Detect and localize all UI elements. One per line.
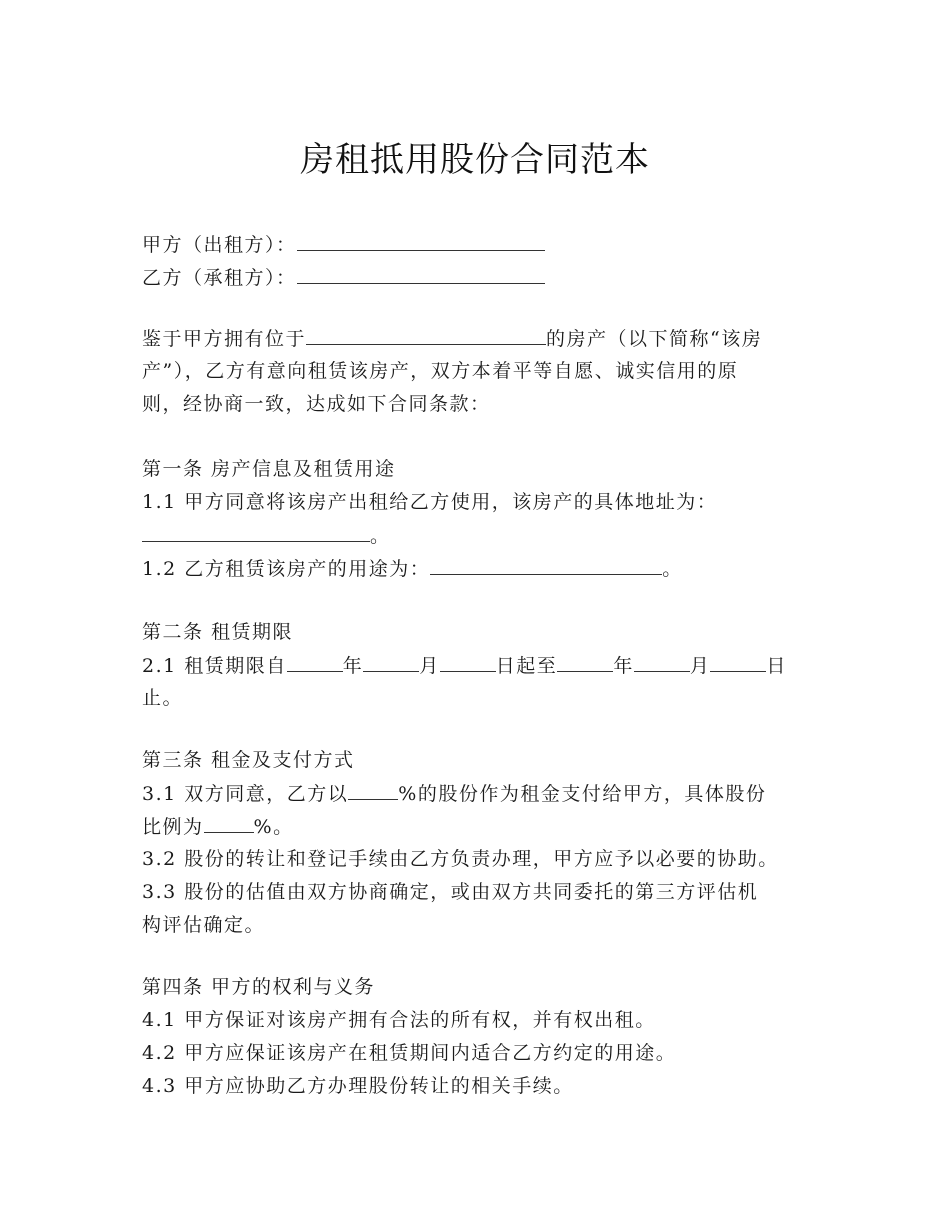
clause-1-2 [142,552,842,585]
preamble-line-3: 则，经协商一致，达成如下合同条款： [142,393,491,415]
article-2 [142,616,842,715]
start-month-blank[interactable] [363,649,419,672]
address-blank[interactable] [142,519,370,542]
share-percent-blank[interactable] [348,777,398,800]
unit-month: 月 [419,655,440,677]
clause-2-1-cont: 止。 [142,687,184,709]
clause-text: 比例为 [142,816,204,838]
share-ratio-blank[interactable] [204,810,254,833]
article-1-heading: 第一条 房产信息及租赁用途 [142,458,396,480]
clause-4-1: 4.1 甲方保证对该房产拥有合法的所有权，并有权出租。 [142,1009,656,1031]
party-b-blank[interactable] [297,261,545,284]
party-a-blank[interactable] [297,228,545,251]
clause-3-1-cont [142,810,842,843]
punct: 。 [370,525,391,547]
party-a-label: 甲方（出租方）： [142,234,297,256]
clause-3-3: 3.3 股份的估值由双方协商确定，或由双方共同委托的第三方评估机 [142,881,759,903]
property-location-blank[interactable] [306,322,546,345]
clause-text: 1.2 乙方租赁该房产的用途为： [142,558,431,580]
article-4 [142,971,842,1103]
party-a-line [142,228,842,261]
article-2-heading: 第二条 租赁期限 [142,621,294,643]
article-3 [142,744,842,942]
party-b-label: 乙方（承租方）： [142,267,297,289]
clause-3-1 [142,777,842,810]
article-1 [142,453,842,585]
end-year-blank[interactable] [557,649,613,672]
clause-4-3: 4.3 甲方应协助乙方办理股份转让的相关手续。 [142,1075,574,1097]
clause-2-1 [142,649,842,682]
end-month-blank[interactable] [634,649,690,672]
unit-year: 年 [613,655,634,677]
start-year-blank[interactable] [287,649,343,672]
clause-4-2: 4.2 甲方应保证该房产在租赁期间内适合乙方约定的用途。 [142,1042,677,1064]
end-day-blank[interactable] [710,649,766,672]
clause-1-1: 1.1 甲方同意将该房产出租给乙方使用，该房产的具体地址为： [142,491,718,513]
punct: 。 [662,558,683,580]
unit-day: 日 [766,655,787,677]
article-4-heading: 第四条 甲方的权利与义务 [142,976,376,998]
start-day-blank[interactable] [440,649,496,672]
party-b-line [142,261,842,294]
preamble-line-2: 产”），乙方有意向租赁该房产，双方本着平等自愿、诚实信用的原 [142,360,739,382]
article-3-heading: 第三条 租金及支付方式 [142,749,355,771]
clause-1-1-cont [142,519,842,552]
document-title: 房租抵用股份合同范本 [300,140,650,180]
preamble-text: 鉴于甲方拥有位于 [142,328,307,350]
unit-year: 年 [342,655,364,677]
clause-text: %。 [253,816,294,838]
clause-3-3-cont: 构评估确定。 [142,914,266,936]
clause-text: %的股份作为租金支付给甲方，具体股份 [398,783,767,805]
clause-3-2: 3.2 股份的转让和登记手续由乙方负责办理，甲方应予以必要的协助。 [142,848,779,870]
usage-blank[interactable] [430,552,662,575]
clause-text: 3.1 双方同意，乙方以 [142,783,349,805]
unit-month: 月 [689,655,711,677]
parties-block [142,228,842,294]
clause-text: 2.1 租赁期限自 [142,655,287,677]
clause-text: 日起至 [495,655,558,677]
preamble-text: 的房产（以下简称“该房 [546,328,763,350]
preamble-line-1 [142,322,842,355]
preamble-block [142,322,842,421]
